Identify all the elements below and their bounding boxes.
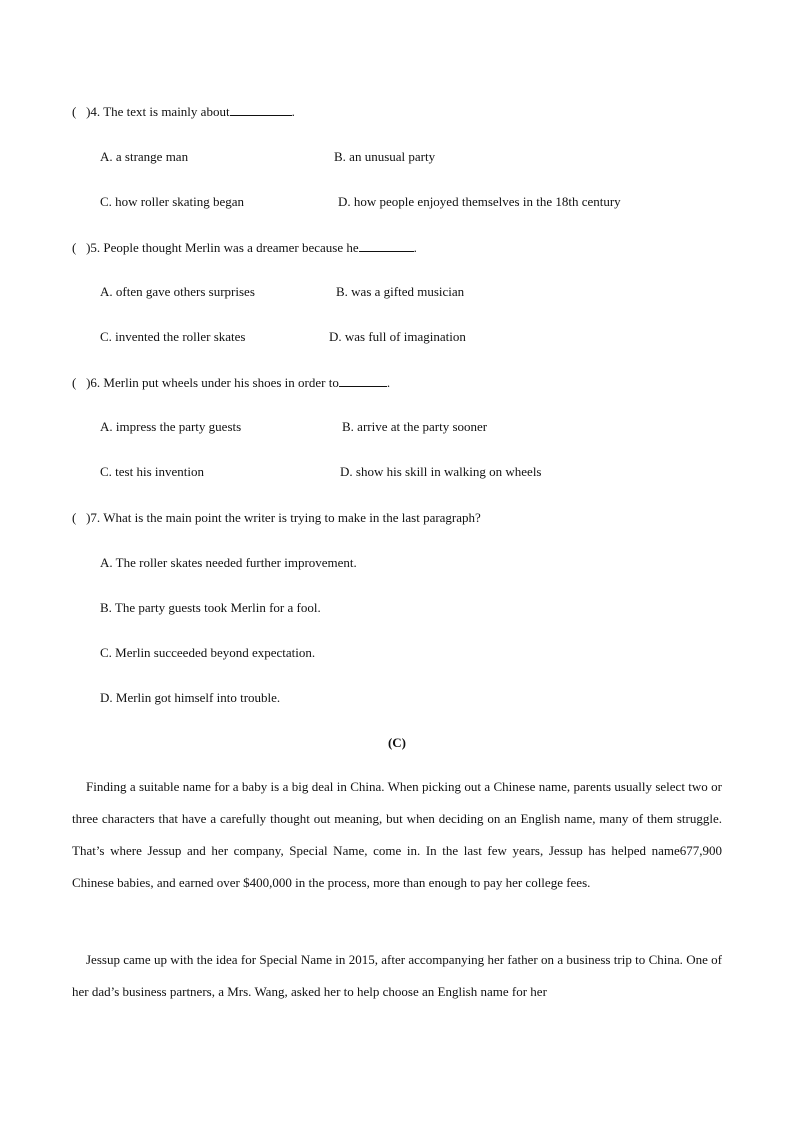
passage-paragraph-2: Jessup came up with the idea for Special Name in 2015, after accompanying her father on a business trip to China. One of her dad’s business partners, a Mrs. Wang, asked her to help choose an English name for her — [72, 952, 722, 999]
question-6-text: )6. Merlin put wheels under his shoes in order to — [86, 375, 339, 390]
question-7-bracket: ( — [72, 510, 77, 525]
question-4-option-b: B. an unusual party — [334, 149, 436, 164]
question-6-period: . — [386, 375, 391, 390]
question-6-option-d: D. show his skill in walking on wheels — [340, 464, 542, 479]
question-7-option-a: A. The roller skates needed further improvement. — [100, 555, 357, 570]
question-4-option-a: A. a strange man — [100, 149, 189, 164]
question-4-period: . — [291, 104, 295, 119]
question-4-stem — [72, 103, 295, 120]
question-4-text: )4. The text is mainly about — [86, 104, 230, 119]
question-6-blank — [339, 374, 387, 387]
section-c-title: (C) — [387, 735, 407, 750]
question-7-option-c: C. Merlin succeeded beyond expectation. — [100, 645, 316, 660]
question-7-option-d: D. Merlin got himself into trouble. — [100, 690, 281, 705]
question-7-stem — [72, 510, 481, 526]
question-5-option-d: D. was full of imagination — [329, 329, 466, 344]
question-7-option-b: B. The party guests took Merlin for a fool. — [100, 600, 321, 615]
question-4-option-d: D. how people enjoyed themselves in the 18th century — [338, 194, 621, 209]
question-5-period: . — [413, 240, 417, 255]
passage-paragraph-1: Finding a suitable name for a baby is a big deal in China. When picking out a Chinese name, parents usually select two or three characters that have a carefully thought out meaning, but when deciding on an English name, many of them struggle. That’s where Jessup and her company, Special Name, come in. In the last few years, Jessup has helped name677,900 Chinese babies, and earned over $400,000 in the process, more than enough to pay her college fees. — [72, 779, 722, 890]
question-7-text: )7. What is the main point the writer is trying to make in the last paragraph? — [86, 510, 481, 525]
question-6-bracket: ( — [72, 375, 77, 390]
question-6-stem — [72, 374, 390, 391]
question-5-option-a: A. often gave others surprises — [100, 284, 255, 299]
question-6-option-b: B. arrive at the party sooner — [342, 419, 488, 434]
question-4-blank — [230, 103, 292, 116]
question-5-bracket: ( — [72, 240, 77, 255]
question-5-blank — [359, 239, 414, 252]
question-5-stem — [72, 239, 417, 256]
question-6-option-a: A. impress the party guests — [100, 419, 242, 434]
question-5-option-c: C. invented the roller skates — [100, 329, 246, 344]
question-4-option-c: C. how roller skating began — [100, 194, 245, 209]
question-5-option-b: B. was a gifted musician — [336, 284, 465, 299]
question-4-bracket: ( — [72, 104, 77, 119]
question-6-option-c: C. test his invention — [100, 464, 204, 479]
question-5-text: )5. People thought Merlin was a dreamer because he — [86, 240, 359, 255]
